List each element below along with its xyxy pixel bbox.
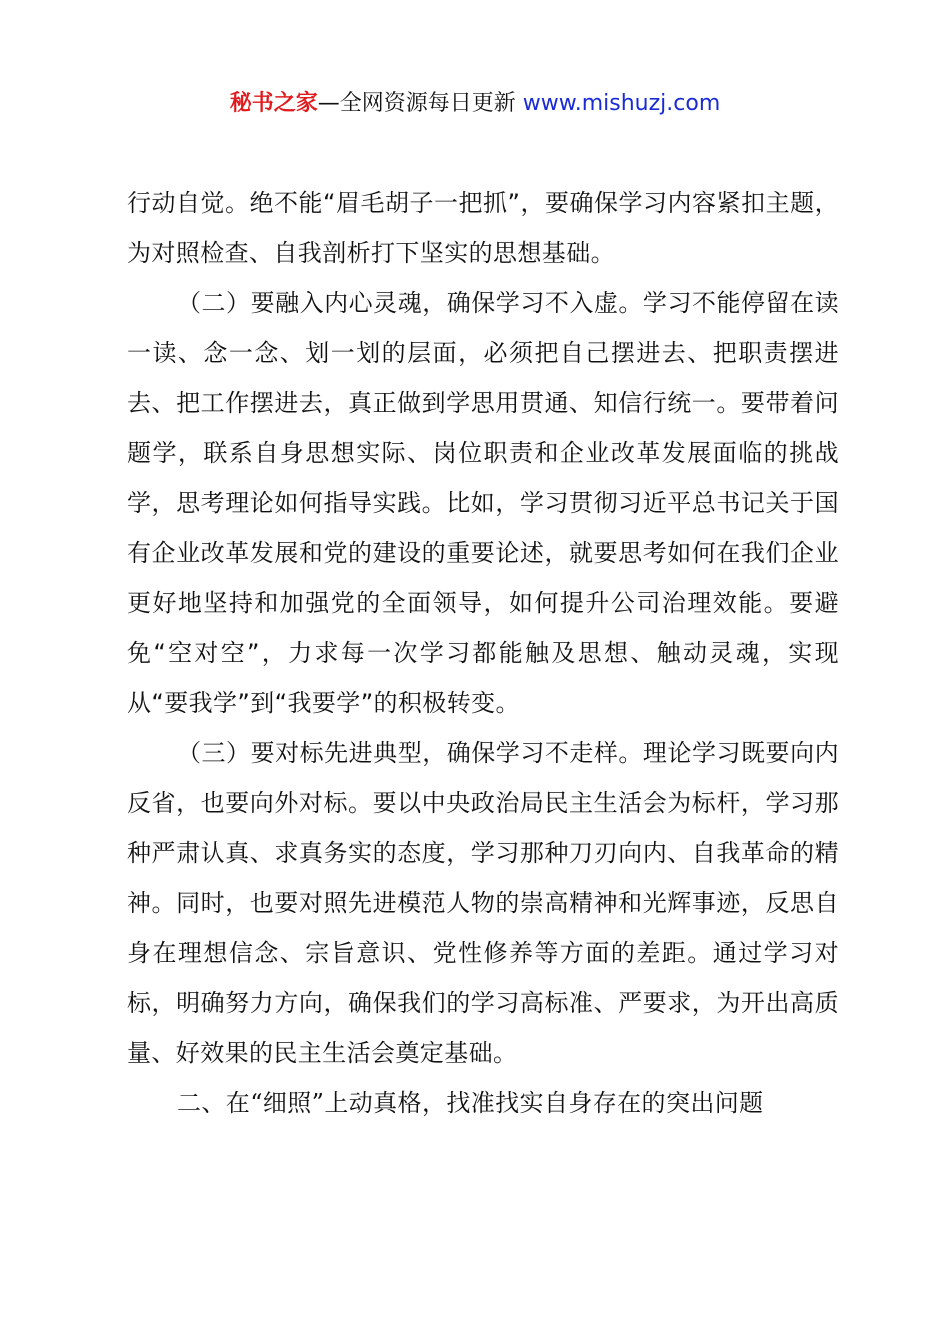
site-slogan: —全网资源每日更新 [317, 91, 523, 116]
site-header [0, 88, 950, 120]
brand-name: 秘书之家 [229, 91, 318, 116]
site-url[interactable]: www.mishuzj.com [522, 91, 721, 116]
document-body [127, 178, 839, 1128]
paragraph-section-2: （二）要融入内心灵魂，确保学习不入虚。学习不能停留在读一读、念一念、划一划的层面，必须把自己摆进去、把职责摆进去、把工作摆进去，真正做到学思用贯通、知信行统一。要带着问题学，联系自身思想实际、岗位职责和企业改革发展面临的挑战学，思考理论如何指导实践。比如，学习贯彻习近平总书记关于国有企业改革发展和党的建设的重要论述，就要思考如何在我们企业更好地坚持和加强党的全面领导，如何提升公司治理效能。要避免“空对空”，力求每一次学习都能触及思想、触动灵魂，实现从“要我学”到“我要学”的积极转变。 [127, 289, 839, 717]
paragraph-continued: 行动自觉。绝不能“眉毛胡子一把抓”，要确保学习内容紧扣主题，为对照检查、自我剖析打下坚实的思想基础。 [127, 189, 839, 267]
paragraph-section-3: （三）要对标先进典型，确保学习不走样。理论学习既要向内反省，也要向外对标。要以中央政治局民主生活会为标杆，学习那种严肃认真、求真务实的态度，学习那种刀刃向内、自我革命的精神。同时，也要对照先进模范人物的崇高精神和光辉事迹，反思自身在理想信念、宗旨意识、党性修养等方面的差距。通过学习对标，明确努力方向，确保我们的学习高标准、严要求，为开出高质量、好效果的民主生活会奠定基础。 [127, 739, 839, 1067]
section-heading: 二、在“细照”上动真格，找准找实自身存在的突出问题 [177, 1089, 764, 1117]
